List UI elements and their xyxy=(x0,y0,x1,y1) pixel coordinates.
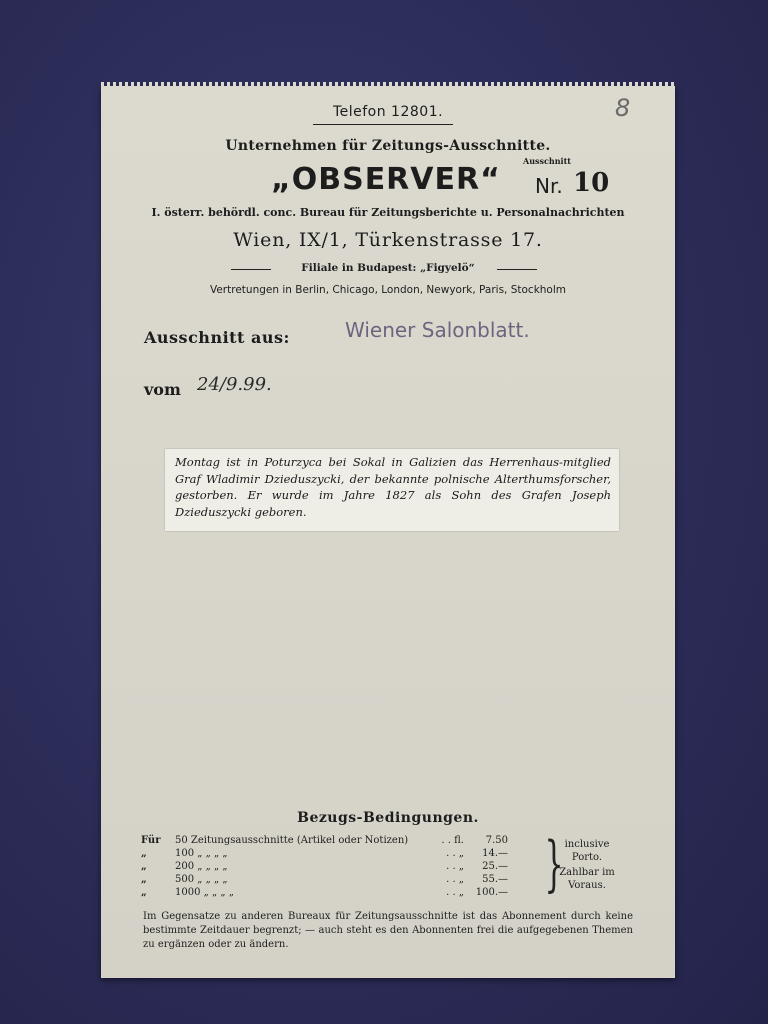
price-desc: 200 „ „ „ „ xyxy=(175,861,228,872)
price-prefix: „ xyxy=(141,848,147,859)
price-desc: 100 „ „ „ „ xyxy=(175,848,228,859)
ausschnitt-small-label: Ausschnitt xyxy=(523,156,571,166)
telephone-underline xyxy=(313,124,453,125)
date-handwritten-value: 24/9.99. xyxy=(197,374,272,395)
price-currency: . . „ xyxy=(446,861,464,872)
price-value: 55.— xyxy=(482,874,508,885)
conditions-title: Bezugs-Bedingungen. xyxy=(297,810,479,826)
ausschnitt-stamp-value: Wiener Salonblatt. xyxy=(345,318,530,342)
price-row xyxy=(141,873,508,886)
price-desc: 1000 „ „ „ „ xyxy=(175,887,234,898)
price-table xyxy=(141,834,508,899)
price-row xyxy=(141,886,508,899)
price-prefix: „ xyxy=(141,861,147,872)
number-value: 10 xyxy=(573,168,610,198)
price-row xyxy=(141,834,508,847)
number-label: Nr. xyxy=(535,174,563,198)
price-value: 14.— xyxy=(482,848,508,859)
filiale-rule-right xyxy=(497,269,537,270)
clipping-form-sheet xyxy=(101,86,675,978)
price-desc: 50 Zeitungsausschnitte (Artikel oder Notizen) xyxy=(175,835,409,846)
address: Wien, IX/1, Türkenstrasse 17. xyxy=(233,229,543,251)
representations-line: Vertretungen in Berlin, Chicago, London, Newyork, Paris, Stockholm xyxy=(209,284,566,296)
telephone-number: Telefon 12801. xyxy=(332,104,444,120)
price-prefix: „ xyxy=(141,887,147,898)
price-currency: . . „ xyxy=(446,874,464,885)
price-desc: 500 „ „ „ „ xyxy=(175,874,228,885)
price-currency: . . fl. xyxy=(441,835,464,846)
price-brace: } xyxy=(544,829,564,899)
filiale-line: Filiale in Budapest: „Figyelö“ xyxy=(301,262,475,274)
ausschnitt-label: Ausschnitt aus: xyxy=(144,328,290,347)
bureau-line: I. österr. behördl. conc. Bureau für Zeitungsberichte u. Personalnachrichten xyxy=(151,206,625,219)
price-row xyxy=(141,860,508,873)
date-label: vom xyxy=(144,380,181,399)
price-row xyxy=(141,847,508,860)
price-prefix: Für xyxy=(141,835,161,846)
price-value: 7.50 xyxy=(485,835,508,846)
brand-title: „OBSERVER“ xyxy=(271,162,501,197)
price-value: 100.— xyxy=(475,887,508,898)
price-currency: . . „ xyxy=(446,848,464,859)
price-currency: . . „ xyxy=(446,887,464,898)
fine-print: Im Gegensatze zu anderen Bureaux für Zeitungsausschnitte ist das Abonnement durch keine bestimmte Zeitdauer begrenzt; — auch steht es den Abonnenten frei die aufgegebenen Themen zu ergänzen oder zu ändern. xyxy=(143,911,633,950)
newspaper-clipping xyxy=(165,449,619,531)
price-value: 25.— xyxy=(482,861,508,872)
note-payable-in-advance: Zahlbar im Voraus. xyxy=(559,867,615,891)
note-inclusive-porto: inclusive Porto. xyxy=(564,839,610,863)
page-mark: 8 xyxy=(615,94,631,122)
price-prefix: „ xyxy=(141,874,147,885)
company-line: Unternehmen für Zeitungs-Ausschnitte. xyxy=(225,138,551,154)
clipping-text: Montag ist in Poturzyca bei Sokal in Galizien das Herrenhaus-mitglied Graf Wladimir Dzieduszycki, der bekannte polnische Alterthumsforscher, gestorben. Er wurde im Jahre 1827 als Sohn des Grafen Joseph Dzieduszycki geboren. xyxy=(175,455,611,519)
